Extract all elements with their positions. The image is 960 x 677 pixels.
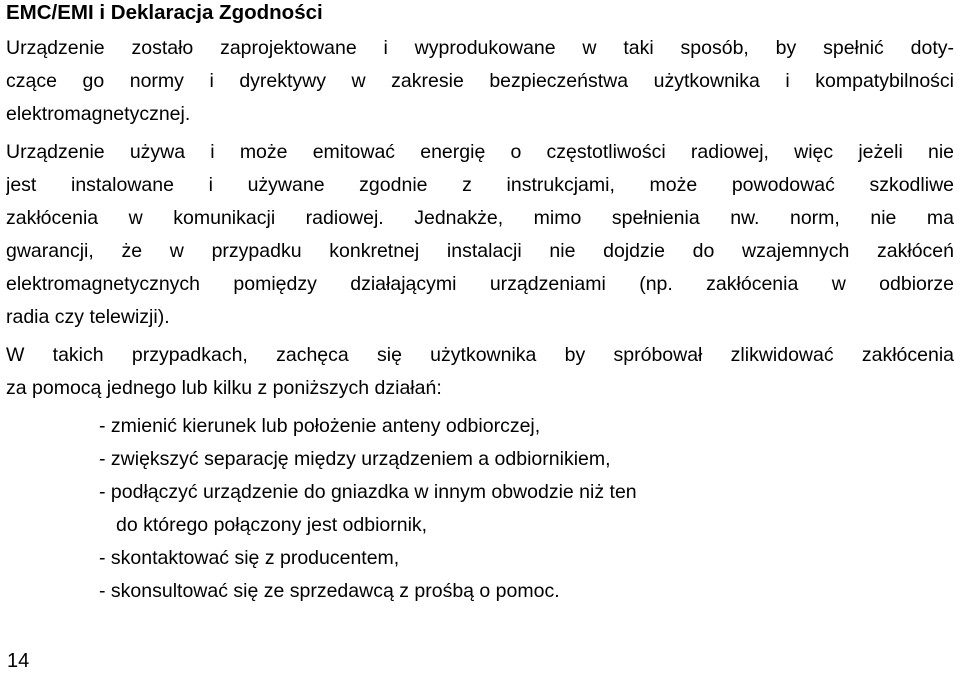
list-item: - zwiększyć separację między urządzeniem a odbiornikiem, [99, 448, 611, 470]
text-line: zakłócenia w komunikacji radiowej. Jednakże, mimo spełnienia nw. norm, nie ma [6, 207, 954, 229]
text-line: za pomocą jednego lub kilku z poniższych działań: [6, 377, 442, 399]
remedies-list [99, 410, 637, 608]
text-line: elektromagnetycznej. [6, 103, 191, 125]
list-item: - zmienić kierunek lub położenie anteny odbiorczej, [99, 415, 541, 437]
text-line: gwarancji, że w przypadku konkretnej instalacji nie dojdzie do wzajemnych zakłóceń [6, 240, 954, 262]
paragraph-compliance [6, 32, 954, 131]
list-item-continuation: do którego połączony jest odbiornik, [116, 514, 428, 536]
page-number: 14 [7, 650, 30, 672]
text-line: Urządzenie używa i może emitować energię o częstotliwości radiowej, więc jeżeli nie [6, 141, 954, 163]
text-line: jest instalowane i używane zgodnie z instrukcjami, może powodować szkodliwe [6, 174, 954, 196]
paragraph-remedies-intro [6, 339, 954, 405]
text-line: czące go normy i dyrektywy w zakresie bezpieczeństwa użytkownika i kompatybilności [6, 70, 954, 92]
text-line: Urządzenie zostało zaprojektowane i wyprodukowane w taki sposób, by spełnić doty- [6, 37, 954, 59]
text-line: radia czy telewizji). [6, 306, 170, 328]
section-title: EMC/EMI i Deklaracja Zgodności [6, 1, 323, 24]
list-item: - podłączyć urządzenie do gniazdka w innym obwodzie niż ten [99, 481, 637, 503]
text-line: W takich przypadkach, zachęca się użytkownika by spróbował zlikwidować zakłócenia [6, 344, 954, 366]
paragraph-interference [6, 136, 954, 334]
list-item: - skontaktować się z producentem, [99, 547, 400, 569]
list-item: - skonsultować się ze sprzedawcą z prośbą o pomoc. [99, 580, 560, 602]
text-line: elektromagnetycznych pomiędzy działającymi urządzeniami (np. zakłócenia w odbiorze [6, 273, 954, 295]
